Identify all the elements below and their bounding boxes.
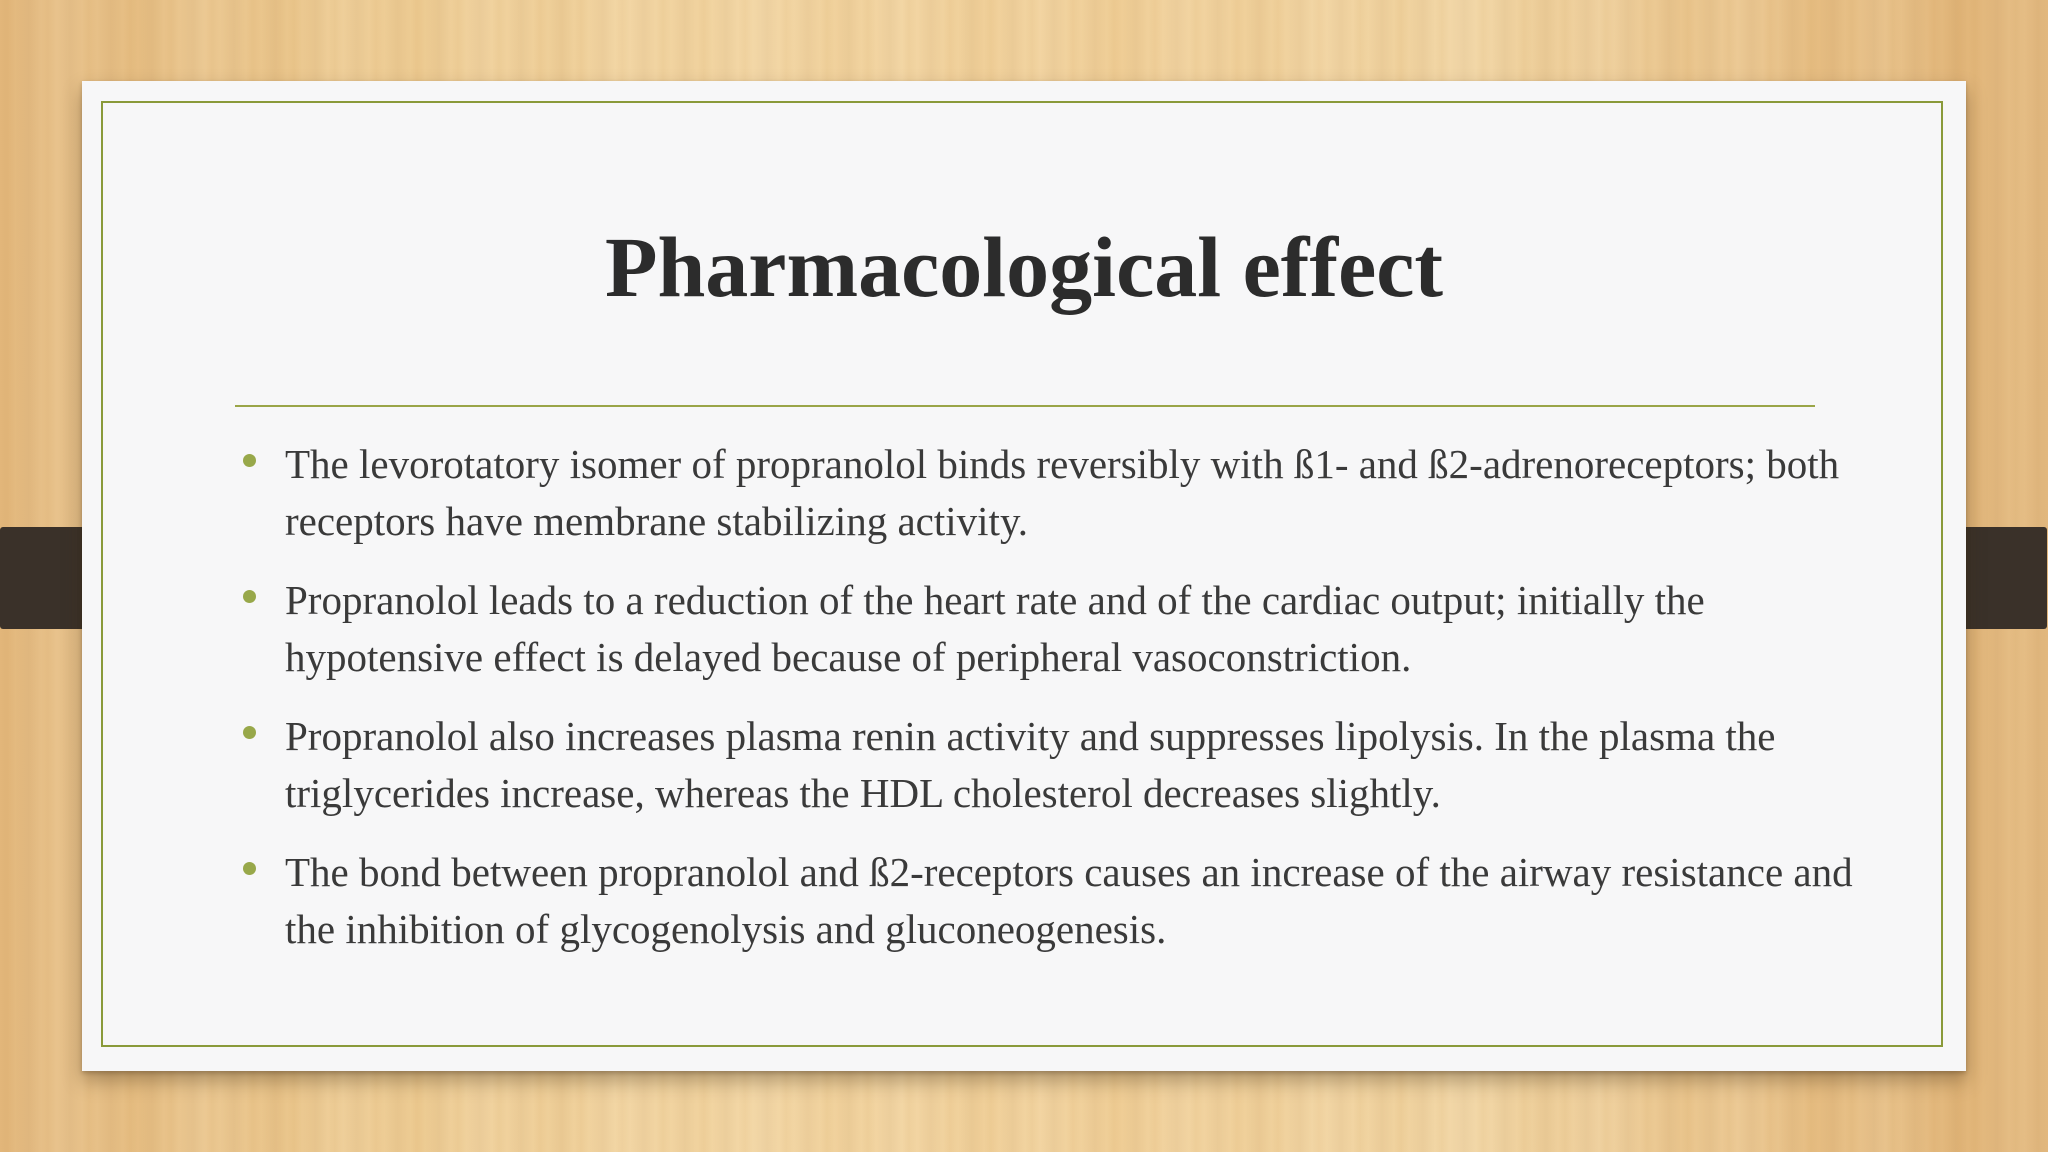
bullet-text: Propranolol leads to a reduction of the heart rate and of the cardiac output; initially the hypotensive effect is delayed because of peripheral vasoconstriction. (285, 577, 1705, 680)
bullet-item (235, 844, 1855, 958)
bullet-text: The bond between propranolol and ß2-receptors causes an increase of the airway resistance and the inhibition of glycogenolysis and gluconeogenesis. (285, 849, 1853, 952)
bullet-text: The levorotatory isomer of propranolol binds reversibly with ß1- and ß2-adrenoreceptors; both receptors have membrane stabilizing activity. (285, 441, 1840, 544)
bullet-dot-icon (243, 454, 256, 467)
slide-title: Pharmacological effect (604, 219, 1444, 315)
bullet-list (235, 436, 1855, 980)
bullet-dot-icon (243, 862, 256, 875)
bullet-item (235, 436, 1855, 550)
bullet-item (235, 572, 1855, 686)
title-divider (235, 405, 1815, 407)
bullet-dot-icon (243, 590, 256, 603)
slide-card (82, 81, 1966, 1071)
bullet-text: Propranolol also increases plasma renin activity and suppresses lipolysis. In the plasma the triglycerides increase, whereas the HDL cholesterol decreases slightly. (285, 713, 1776, 816)
bullet-item (235, 708, 1855, 822)
bullet-dot-icon (243, 726, 256, 739)
